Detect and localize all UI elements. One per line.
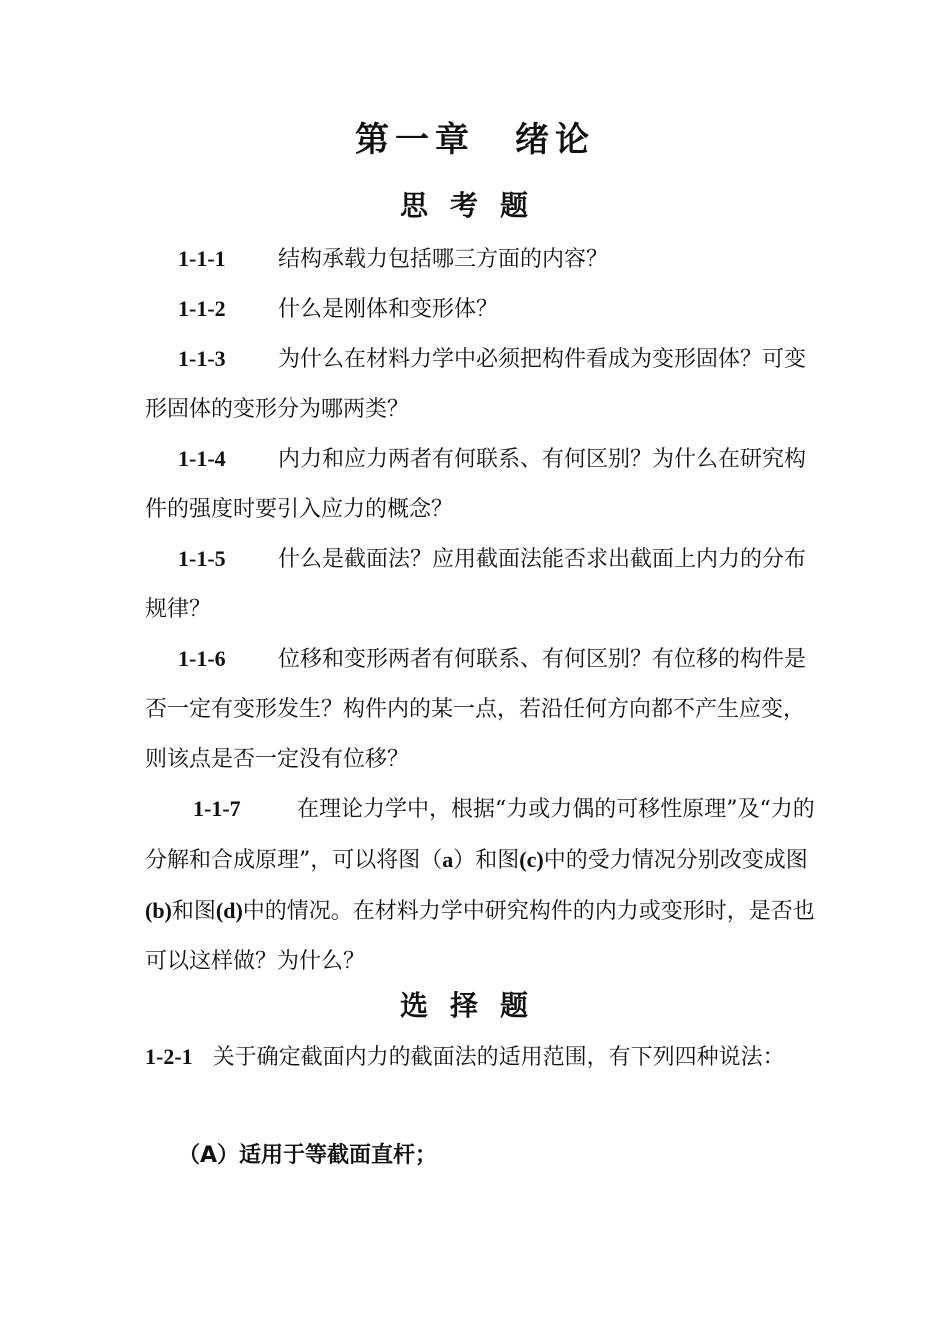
question-text-part: 中的情况。在材料力学中研究构件的内力或变形时，是否也可以这样做？为什么？ bbox=[145, 899, 815, 974]
question-number: 1-1-2 bbox=[178, 296, 226, 321]
chapter-title: 第一章 绪论 bbox=[355, 120, 595, 160]
figure-ref-c: (c) bbox=[519, 847, 544, 872]
question-number: 1-1-6 bbox=[178, 646, 226, 671]
question-1-1-1 bbox=[145, 234, 815, 285]
question-number: 1-2-1 bbox=[145, 1044, 193, 1069]
question-1-1-5 bbox=[145, 534, 815, 635]
figure-ref-d: (d) bbox=[215, 898, 243, 923]
question-text-part: 中的受力情况分别改变成图 bbox=[543, 848, 808, 873]
question-1-1-6 bbox=[145, 634, 815, 785]
question-text-part: ）和图 bbox=[453, 848, 520, 873]
question-1-1-3 bbox=[145, 334, 815, 435]
question-text-part: 和图 bbox=[171, 899, 216, 924]
question-text: 内力和应力两者有何联系、有何区别？为什么在研究构件的强度时要引入应力的概念？ bbox=[145, 447, 807, 522]
question-text: 什么是截面法？应用截面法能否求出截面上内力的分布规律？ bbox=[145, 547, 807, 622]
question-number: 1-1-4 bbox=[178, 446, 226, 471]
question-number: 1-1-5 bbox=[178, 546, 226, 571]
question-text: 关于确定截面内力的截面法的适用范围，有下列四种说法： bbox=[212, 1045, 785, 1070]
figure-ref-a: a bbox=[442, 847, 454, 872]
question-text: 结构承载力包括哪三方面的内容？ bbox=[278, 247, 609, 272]
section-title-choice: 选择题 bbox=[399, 989, 550, 1022]
question-1-1-4 bbox=[145, 434, 815, 535]
figure-ref-b: (b) bbox=[145, 898, 172, 923]
question-text-part: 在理论力学中，根据“力或力偶的可移性原理”及“力的分解和合成原理”，可以将图（ bbox=[145, 797, 815, 873]
option-a: （A）适用于等截面直杆； bbox=[178, 1143, 438, 1168]
question-text: 为什么在材料力学中必须把构件看成为变形固体？可变形固体的变形分为哪两类？ bbox=[145, 347, 807, 422]
choice-question-1-2-1 bbox=[145, 1032, 815, 1083]
question-number: 1-1-3 bbox=[178, 346, 226, 371]
section-title-think: 思考题 bbox=[399, 189, 550, 222]
question-1-1-2 bbox=[145, 284, 815, 335]
question-text: 什么是刚体和变形体？ bbox=[278, 297, 499, 322]
question-number: 1-1-1 bbox=[178, 246, 226, 271]
question-text: 位移和变形两者有何联系、有何区别？有位移的构件是否一定有变形发生？构件内的某一点，若沿任何方向都不产生应变，则该点是否一定没有位移？ bbox=[145, 647, 807, 772]
question-number: 1-1-7 bbox=[193, 796, 241, 821]
question-1-1-7 bbox=[145, 784, 815, 987]
